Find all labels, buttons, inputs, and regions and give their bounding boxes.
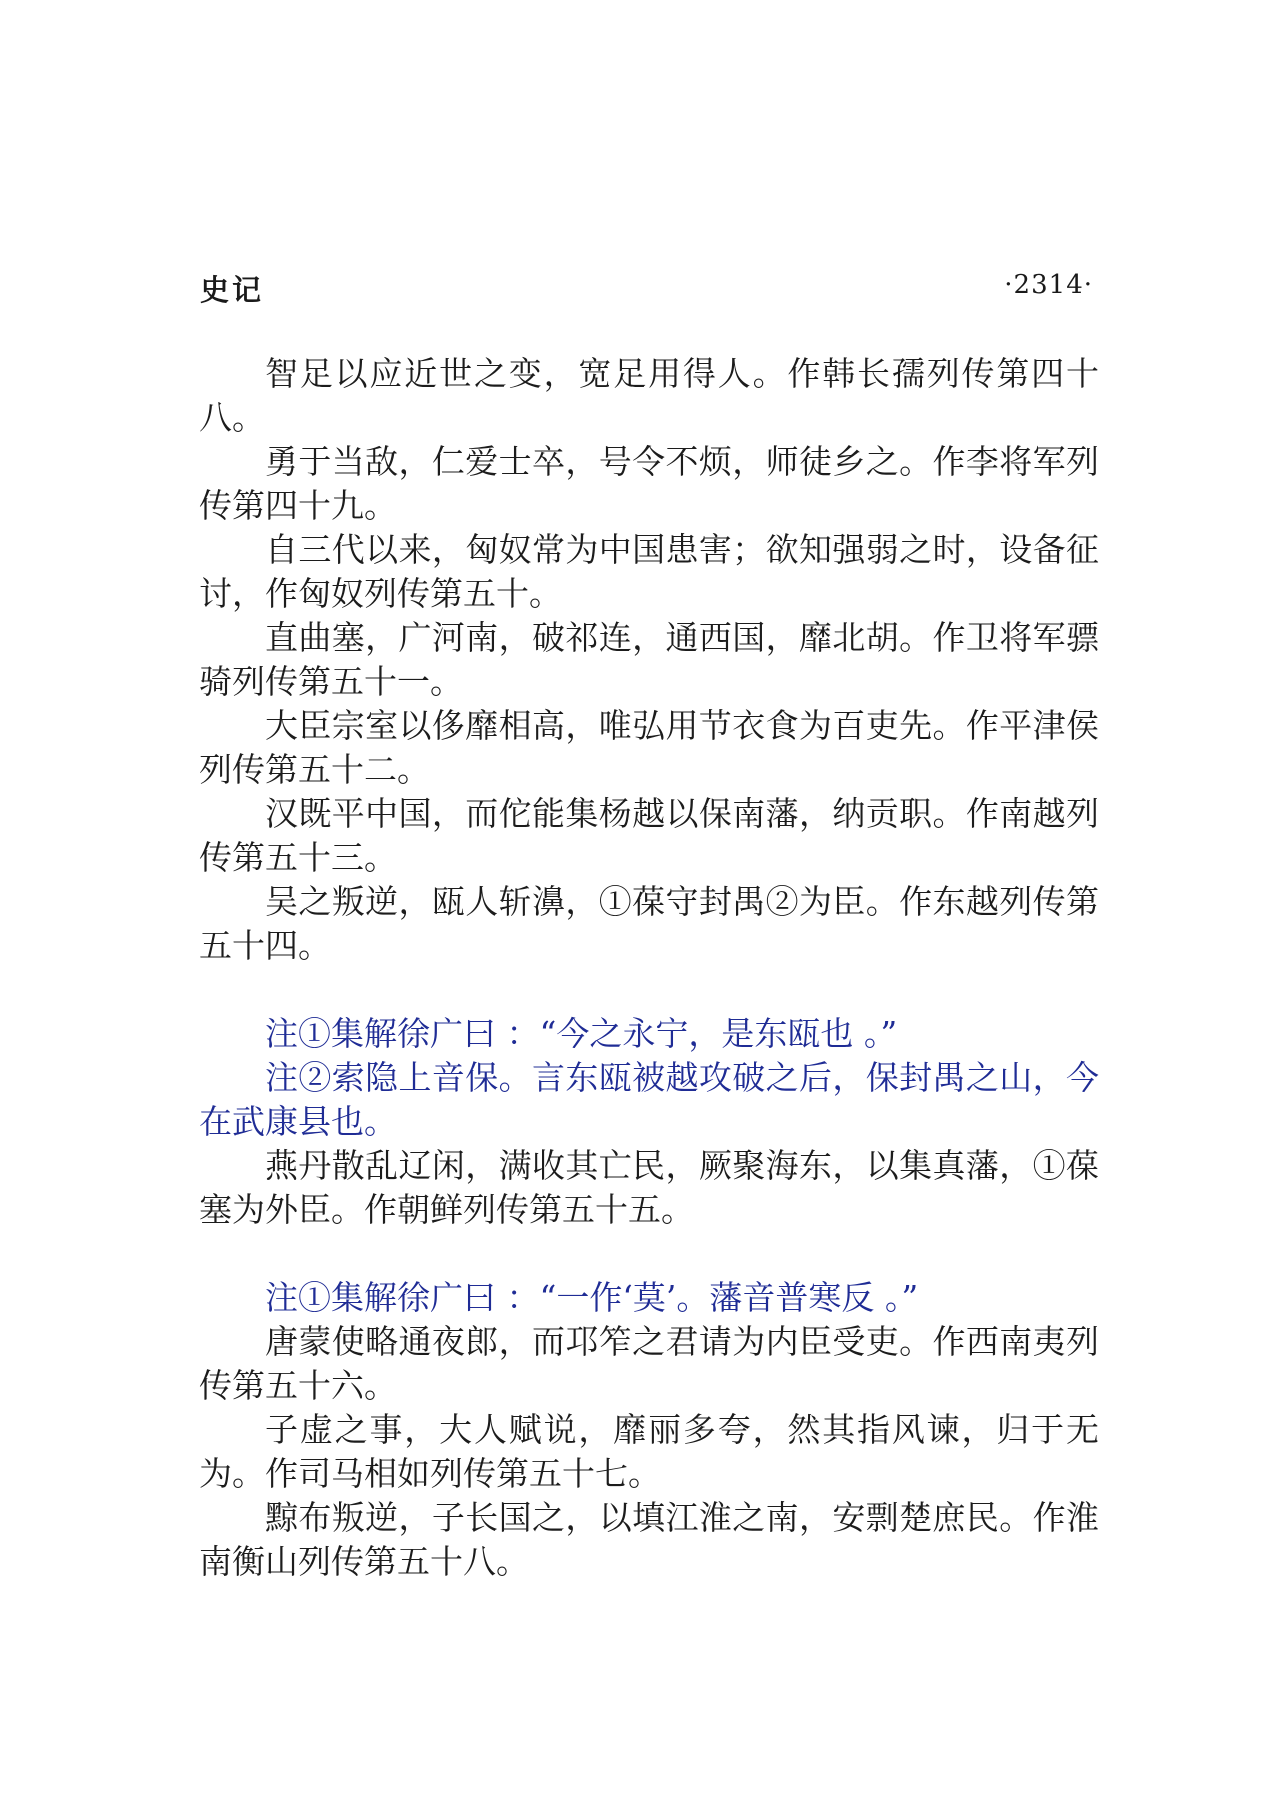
paragraph-huainan-hengshan: 黥布叛逆，子长国之，以填江淮之南，安剽楚庶民。作淮南衡山列传第五十八。 <box>199 1498 1099 1581</box>
page-number: ·2314· <box>1004 270 1093 300</box>
page-header <box>200 268 1093 308</box>
note-chaoxian-1: 注①集解徐广曰 ：“一作‘莫’。藩音普寒反 。” <box>265 1278 919 1317</box>
book-title: 史记 <box>200 273 265 307</box>
paragraph-nanyue: 汉既平中国，而佗能集杨越以保南藩，纳贡职。作南越列传第五十三。 <box>199 794 1099 877</box>
note-dongyue-2: 注②索隐上音保。言东瓯被越攻破之后，保封禺之山，今在武康县也。 <box>199 1058 1099 1141</box>
note-dongyue-1: 注①集解徐广曰 ：“今之永宁，是东瓯也 。” <box>265 1014 898 1053</box>
paragraph-han-changru: 智足以应近世之变，宽足用得人。作韩长孺列传第四十八。 <box>199 354 1099 437</box>
paragraph-li-general: 勇于当敌，仁爱士卒，号令不烦，师徒乡之。作李将军列传第四十九。 <box>199 442 1099 525</box>
paragraph-dongyue: 吴之叛逆，瓯人斩濞，①葆守封禺②为臣。作东越列传第五十四。 <box>199 882 1099 965</box>
paragraph-gap <box>199 1232 1099 1276</box>
paragraph-xinan-yi: 唐蒙使略通夜郎，而邛笮之君请为内臣受吏。作西南夷列传第五十六。 <box>199 1322 1099 1405</box>
paragraph-chaoxian: 燕丹散乱辽闲，满收其亡民，厥聚海东，以集真藩，①葆塞为外臣。作朝鲜列传第五十五。 <box>199 1146 1099 1229</box>
paragraph-pingjin-hou: 大臣宗室以侈靡相高，唯弘用节衣食为百吏先。作平津侯列传第五十二。 <box>199 706 1099 789</box>
body-text <box>199 352 1099 1584</box>
paragraph-xiongnu: 自三代以来，匈奴常为中国患害；欲知强弱之时，设备征讨，作匈奴列传第五十。 <box>199 530 1099 613</box>
paragraph-wei-general: 直曲塞，广河南，破祁连，通西国，靡北胡。作卫将军骠骑列传第五十一。 <box>199 618 1099 701</box>
paragraph-sima-xiangru: 子虚之事，大人赋说，靡丽多夸，然其指风谏，归于无为。作司马相如列传第五十七。 <box>199 1410 1099 1493</box>
paragraph-gap <box>199 968 1099 1012</box>
